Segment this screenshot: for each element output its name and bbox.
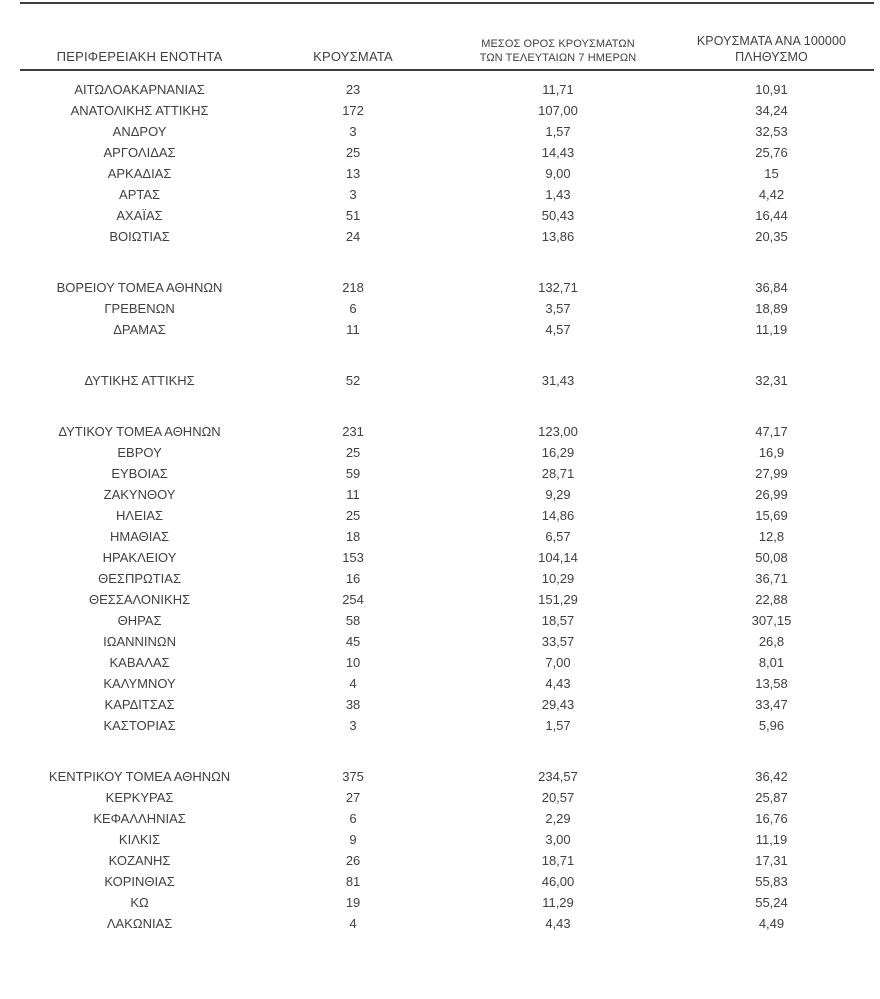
- region-cell: ΚΕΝΤΡΙΚΟΥ ΤΟΜΕΑ ΑΘΗΝΩΝ: [48, 769, 231, 784]
- per100k-cell: 8,01: [758, 655, 785, 670]
- avg7-cell: 107,00: [538, 103, 578, 118]
- avg7-cell: 28,71: [541, 466, 575, 481]
- col-header-avg7-line2: ΤΩΝ ΤΕΛΕΥΤΑΙΩΝ 7 ΗΜΕΡΩΝ: [479, 51, 637, 64]
- cases-cell: 25: [345, 508, 361, 523]
- per100k-cell: 47,17: [755, 424, 788, 439]
- per100k-cell: 11,19: [755, 322, 788, 337]
- avg7-cell: 33,57: [541, 634, 575, 649]
- table-row: [20, 121, 874, 142]
- region-cell: ΔΡΑΜΑΣ: [113, 322, 166, 337]
- per100k-cell: 10,91: [755, 82, 788, 97]
- table-row: [20, 142, 874, 163]
- cases-cell: 254: [342, 592, 364, 607]
- cases-cell: 81: [345, 874, 361, 889]
- avg7-cell: 18,71: [541, 853, 575, 868]
- per100k-cell: 36,71: [755, 571, 788, 586]
- table-row: [20, 808, 874, 829]
- avg7-cell: 2,29: [545, 811, 571, 826]
- per100k-cell: 12,8: [758, 529, 785, 544]
- col-header-avg7: [447, 38, 669, 66]
- table-row: [20, 370, 874, 391]
- table-row: [20, 505, 874, 526]
- region-cell: ΘΗΡΑΣ: [117, 613, 162, 628]
- cases-cell: 231: [342, 424, 364, 439]
- group-spacer: [20, 736, 874, 766]
- region-cell: ΚΩ: [130, 895, 149, 910]
- avg7-cell: 50,43: [541, 208, 575, 223]
- avg7-cell: 31,43: [541, 373, 575, 388]
- per100k-cell: 36,42: [755, 769, 788, 784]
- cases-cell: 38: [345, 697, 361, 712]
- cases-cell: 16: [345, 571, 361, 586]
- table-body: [20, 79, 874, 934]
- region-cell: ΑΝΔΡΟΥ: [112, 124, 167, 139]
- avg7-cell: 3,57: [545, 301, 571, 316]
- cases-cell: 6: [349, 811, 357, 826]
- cases-cell: 9: [349, 832, 357, 847]
- per100k-cell: 307,15: [751, 613, 792, 628]
- cases-cell: 25: [345, 145, 361, 160]
- avg7-cell: 11,29: [542, 895, 574, 910]
- per100k-cell: 34,24: [755, 103, 788, 118]
- cases-cell: 24: [345, 229, 361, 244]
- avg7-cell: 9,00: [545, 166, 571, 181]
- avg7-cell: 46,00: [541, 874, 575, 889]
- table-row: [20, 79, 874, 100]
- cases-cell: 6: [349, 301, 357, 316]
- region-cell: ΚΟΖΑΝΗΣ: [108, 853, 171, 868]
- region-cell: ΔΥΤΙΚΗΣ ΑΤΤΙΚΗΣ: [84, 373, 195, 388]
- table-row: [20, 673, 874, 694]
- per100k-cell: 32,31: [755, 373, 788, 388]
- region-cell: ΓΡΕΒΕΝΩΝ: [104, 301, 175, 316]
- avg7-cell: 104,14: [538, 550, 578, 565]
- region-cell: ΚΑΡΔΙΤΣΑΣ: [104, 697, 175, 712]
- region-cell: ΑΙΤΩΛΟΑΚΑΡΝΑΝΙΑΣ: [74, 82, 205, 97]
- region-cell: ΚΟΡΙΝΘΙΑΣ: [104, 874, 175, 889]
- avg7-cell: 11,71: [542, 82, 574, 97]
- region-cell: ΑΡΓΟΛΙΔΑΣ: [103, 145, 176, 160]
- per100k-cell: 22,88: [755, 592, 788, 607]
- cases-cell: 375: [342, 769, 364, 784]
- table-row: [20, 226, 874, 247]
- region-cell: ΕΒΡΟΥ: [117, 445, 162, 460]
- region-cell: ΗΛΕΙΑΣ: [116, 508, 164, 523]
- cases-cell: 45: [345, 634, 361, 649]
- region-cell: ΚΕΡΚΥΡΑΣ: [105, 790, 174, 805]
- table-row: [20, 850, 874, 871]
- col-header-per100k-line1: ΚΡΟΥΣΜΑΤΑ ΑΝΑ 100000: [696, 34, 847, 48]
- cases-cell: 4: [349, 676, 357, 691]
- avg7-cell: 13,86: [541, 229, 575, 244]
- region-cell: ΑΡΚΑΔΙΑΣ: [107, 166, 172, 181]
- region-cell: ΚΑΛΥΜΝΟΥ: [103, 676, 176, 691]
- cases-cell: 4: [349, 916, 357, 931]
- region-cell: ΒΟΡΕΙΟΥ ΤΟΜΕΑ ΑΘΗΝΩΝ: [56, 280, 223, 295]
- cases-cell: 58: [345, 613, 361, 628]
- region-cell: ΗΡΑΚΛΕΙΟΥ: [102, 550, 177, 565]
- table-row: [20, 892, 874, 913]
- per100k-cell: 55,83: [755, 874, 788, 889]
- table-row: [20, 421, 874, 442]
- region-cell: ΗΜΑΘΙΑΣ: [110, 529, 170, 544]
- region-cell: ΒΟΙΩΤΙΑΣ: [109, 229, 170, 244]
- cases-cell: 52: [345, 373, 361, 388]
- table-row: [20, 100, 874, 121]
- region-cell: ΚΑΣΤΟΡΙΑΣ: [103, 718, 176, 733]
- cases-cell: 10: [345, 655, 361, 670]
- per100k-cell: 16,76: [755, 811, 788, 826]
- avg7-cell: 3,00: [545, 832, 571, 847]
- region-cell: ΖΑΚΥΝΘΟΥ: [103, 487, 176, 502]
- per100k-cell: 55,24: [755, 895, 788, 910]
- per100k-cell: 18,89: [755, 301, 788, 316]
- cases-cell: 59: [345, 466, 361, 481]
- per100k-cell: 25,76: [755, 145, 788, 160]
- per100k-cell: 5,96: [758, 718, 785, 733]
- avg7-cell: 234,57: [538, 769, 578, 784]
- cases-cell: 3: [349, 718, 357, 733]
- cases-cell: 172: [342, 103, 364, 118]
- table-row: [20, 589, 874, 610]
- avg7-cell: 20,57: [541, 790, 575, 805]
- table-row: [20, 277, 874, 298]
- table-row: [20, 184, 874, 205]
- avg7-cell: 29,43: [541, 697, 575, 712]
- cases-cell: 11: [346, 322, 360, 337]
- region-cell: ΑΝΑΤΟΛΙΚΗΣ ΑΤΤΙΚΗΣ: [70, 103, 209, 118]
- per100k-cell: 4,49: [758, 916, 785, 931]
- avg7-cell: 18,57: [541, 613, 575, 628]
- cases-cell: 23: [345, 82, 361, 97]
- table-row: [20, 913, 874, 934]
- per100k-cell: 4,42: [758, 187, 785, 202]
- per100k-cell: 20,35: [755, 229, 788, 244]
- cases-cell: 25: [345, 445, 361, 460]
- table-row: [20, 694, 874, 715]
- per100k-cell: 16,44: [755, 208, 788, 223]
- per100k-cell: 16,9: [758, 445, 785, 460]
- cases-cell: 51: [345, 208, 361, 223]
- table-row: [20, 298, 874, 319]
- per100k-cell: 36,84: [755, 280, 788, 295]
- avg7-cell: 9,29: [545, 487, 571, 502]
- table-row: [20, 568, 874, 589]
- table-row: [20, 766, 874, 787]
- avg7-cell: 4,57: [545, 322, 571, 337]
- avg7-cell: 123,00: [538, 424, 578, 439]
- table-row: [20, 526, 874, 547]
- cases-cell: 3: [349, 124, 357, 139]
- region-cell: ΑΧΑΪΑΣ: [116, 208, 163, 223]
- per100k-cell: 26,8: [758, 634, 785, 649]
- region-cell: ΑΡΤΑΣ: [119, 187, 161, 202]
- per100k-cell: 25,87: [755, 790, 788, 805]
- cases-cell: 19: [345, 895, 361, 910]
- group-spacer: [20, 247, 874, 277]
- table-row: [20, 463, 874, 484]
- avg7-cell: 4,43: [545, 676, 571, 691]
- table-row: [20, 442, 874, 463]
- col-header-cases: ΚΡΟΥΣΜΑΤΑ: [313, 49, 393, 64]
- per100k-cell: 11,19: [755, 832, 788, 847]
- per100k-cell: 32,53: [755, 124, 788, 139]
- region-cell: ΔΥΤΙΚΟΥ ΤΟΜΕΑ ΑΘΗΝΩΝ: [58, 424, 221, 439]
- per100k-cell: 27,99: [755, 466, 788, 481]
- col-header-per100k-line2: ΠΛΗΘΥΣΜΟ: [735, 49, 808, 64]
- group-spacer: [20, 391, 874, 421]
- per100k-cell: 33,47: [755, 697, 788, 712]
- table-header-row: [20, 34, 874, 71]
- table-row: [20, 163, 874, 184]
- table-row: [20, 205, 874, 226]
- avg7-cell: 151,29: [538, 592, 578, 607]
- avg7-cell: 16,29: [541, 445, 575, 460]
- table-row: [20, 871, 874, 892]
- table-row: [20, 610, 874, 631]
- cases-cell: 26: [345, 853, 361, 868]
- per100k-cell: 15: [764, 166, 779, 181]
- col-header-avg7-line1: ΜΕΣΟΣ ΟΡΟΣ ΚΡΟΥΣΜΑΤΩΝ: [481, 37, 635, 50]
- avg7-cell: 1,43: [545, 187, 571, 202]
- per100k-cell: 15,69: [755, 508, 788, 523]
- cases-cell: 3: [349, 187, 357, 202]
- table-top-rule: [20, 2, 874, 4]
- cases-cell: 13: [345, 166, 361, 181]
- per100k-cell: 13,58: [755, 676, 788, 691]
- avg7-cell: 1,57: [545, 718, 571, 733]
- avg7-cell: 4,43: [545, 916, 571, 931]
- table-row: [20, 787, 874, 808]
- region-cell: ΚΑΒΑΛΑΣ: [109, 655, 170, 670]
- region-cell: ΚΕΦΑΛΛΗΝΙΑΣ: [93, 811, 186, 826]
- region-cell: ΛΑΚΩΝΙΑΣ: [106, 916, 173, 931]
- col-header-per100k: [669, 34, 874, 65]
- avg7-cell: 14,86: [541, 508, 575, 523]
- table-row: [20, 829, 874, 850]
- avg7-cell: 7,00: [545, 655, 571, 670]
- group-spacer: [20, 340, 874, 370]
- table-row: [20, 319, 874, 340]
- table-row: [20, 547, 874, 568]
- table-row: [20, 715, 874, 736]
- cases-cell: 218: [342, 280, 364, 295]
- per100k-cell: 26,99: [755, 487, 788, 502]
- cases-cell: 27: [345, 790, 361, 805]
- cases-cell: 153: [342, 550, 364, 565]
- region-cell: ΕΥΒΟΙΑΣ: [111, 466, 168, 481]
- avg7-cell: 132,71: [538, 280, 578, 295]
- per100k-cell: 17,31: [755, 853, 788, 868]
- table-row: [20, 484, 874, 505]
- region-cell: ΚΙΛΚΙΣ: [118, 832, 161, 847]
- cases-cell: 11: [346, 487, 360, 502]
- per100k-cell: 50,08: [755, 550, 788, 565]
- table-row: [20, 652, 874, 673]
- cases-cell: 18: [345, 529, 361, 544]
- avg7-cell: 1,57: [545, 124, 571, 139]
- region-cell: ΘΕΣΣΑΛΟΝΙΚΗΣ: [88, 592, 191, 607]
- avg7-cell: 6,57: [545, 529, 571, 544]
- region-cell: ΘΕΣΠΡΩΤΙΑΣ: [98, 571, 181, 586]
- region-cell: ΙΩΑΝΝΙΝΩΝ: [103, 634, 176, 649]
- table-row: [20, 631, 874, 652]
- avg7-cell: 14,43: [541, 145, 575, 160]
- avg7-cell: 10,29: [541, 571, 575, 586]
- col-header-region: ΠΕΡΙΦΕΡΕΙΑΚΗ ΕΝΟΤΗΤΑ: [56, 49, 223, 64]
